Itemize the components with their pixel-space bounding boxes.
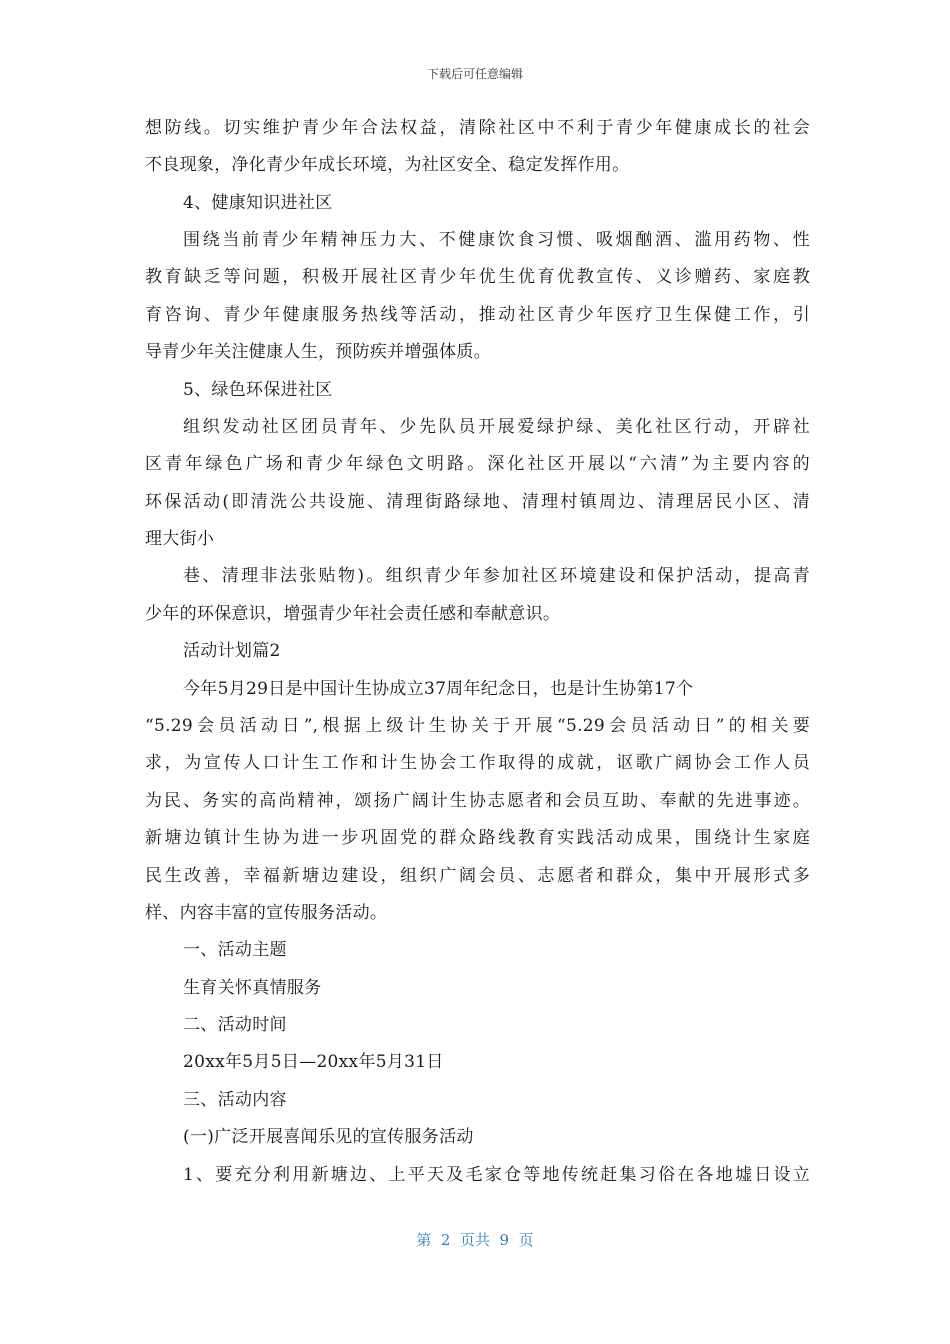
text-line: 巷、清理非法张贴物)。组织青少年参加社区环境建设和保护活动，提高青 bbox=[183, 566, 810, 586]
text-line: 环保活动(即清洗公共设施、清理街路绿地、清理村镇周边、清理居民小区、清 bbox=[145, 492, 810, 512]
text-line: 4、健康知识进社区 bbox=[183, 193, 333, 213]
text-line: 样、内容丰富的宣传服务活动。 bbox=[145, 903, 388, 923]
page-number: 第 2 页共 9 页 bbox=[416, 1231, 534, 1249]
text-line: 求，为宣传人口计生工作和计生协会工作取得的成就，讴歌广阔协会工作人员 bbox=[145, 753, 810, 773]
text-line: 二、活动时间 bbox=[183, 1015, 287, 1035]
text-line: (一)广泛开展喜闻乐见的宣传服务活动 bbox=[183, 1127, 474, 1147]
text-line: 区青年绿色广场和青少年绿色文明路。深化社区开展以“六清”为主要内容的 bbox=[145, 454, 810, 474]
text-line: 三、活动内容 bbox=[183, 1090, 287, 1110]
text-line: 20xx年5月5日—20xx年5月31日 bbox=[183, 1052, 444, 1072]
text-line: 一、活动主题 bbox=[183, 940, 287, 960]
text-line: 新塘边镇计生协为进一步巩固党的群众路线教育实践活动成果，围绕计生家庭 bbox=[145, 828, 810, 848]
text-line: 围绕当前青少年精神压力大、不健康饮食习惯、吸烟酗酒、滥用药物、性 bbox=[183, 230, 810, 250]
text-line: 理大街小 bbox=[145, 529, 215, 549]
text-line: 民生改善，幸福新塘边建设，组织广阔会员、志愿者和群众，集中开展形式多 bbox=[145, 866, 810, 886]
text-line: 1、要充分利用新塘边、上平天及毛家仓等地传统赶集习俗在各地墟日设立 bbox=[183, 1165, 810, 1185]
text-line: 活动计划篇2 bbox=[183, 641, 281, 661]
text-line: 教育缺乏等问题，积极开展社区青少年优生优育优教宣传、义诊赠药、家庭教 bbox=[145, 267, 810, 287]
text-line: “5.29会员活动日”,根据上级计生协关于开展“5.29会员活动日”的相关要 bbox=[145, 716, 810, 736]
text-line: 育咨询、青少年健康服务热线等活动，推动社区青少年医疗卫生保健工作，引 bbox=[145, 305, 810, 325]
page-header: 下载后可任意编辑 bbox=[426, 67, 523, 81]
text-line: 为民、务实的高尚精神，颂扬广阔计生协志愿者和会员互助、奉献的先进事迹。 bbox=[145, 791, 810, 811]
text-line: 今年5月29日是中国计生协成立37周年纪念日，也是计生协第17个 bbox=[183, 679, 694, 699]
text-line: 少年的环保意识，增强青少年社会责任感和奉献意识。 bbox=[145, 604, 561, 624]
text-line: 导青少年关注健康人生，预防疾并增强体质。 bbox=[145, 342, 491, 362]
text-line: 组织发动社区团员青年、少先队员开展爱绿护绿、美化社区行动，开辟社 bbox=[183, 417, 810, 437]
text-line: 想防线。切实维护青少年合法权益，清除社区中不利于青少年健康成长的社会 bbox=[145, 118, 810, 138]
text-line: 不良现象，净化青少年成长环境，为社区安全、稳定发挥作用。 bbox=[145, 155, 630, 175]
text-line: 5、绿色环保进社区 bbox=[183, 380, 333, 400]
text-line: 生育关怀真情服务 bbox=[183, 978, 322, 998]
